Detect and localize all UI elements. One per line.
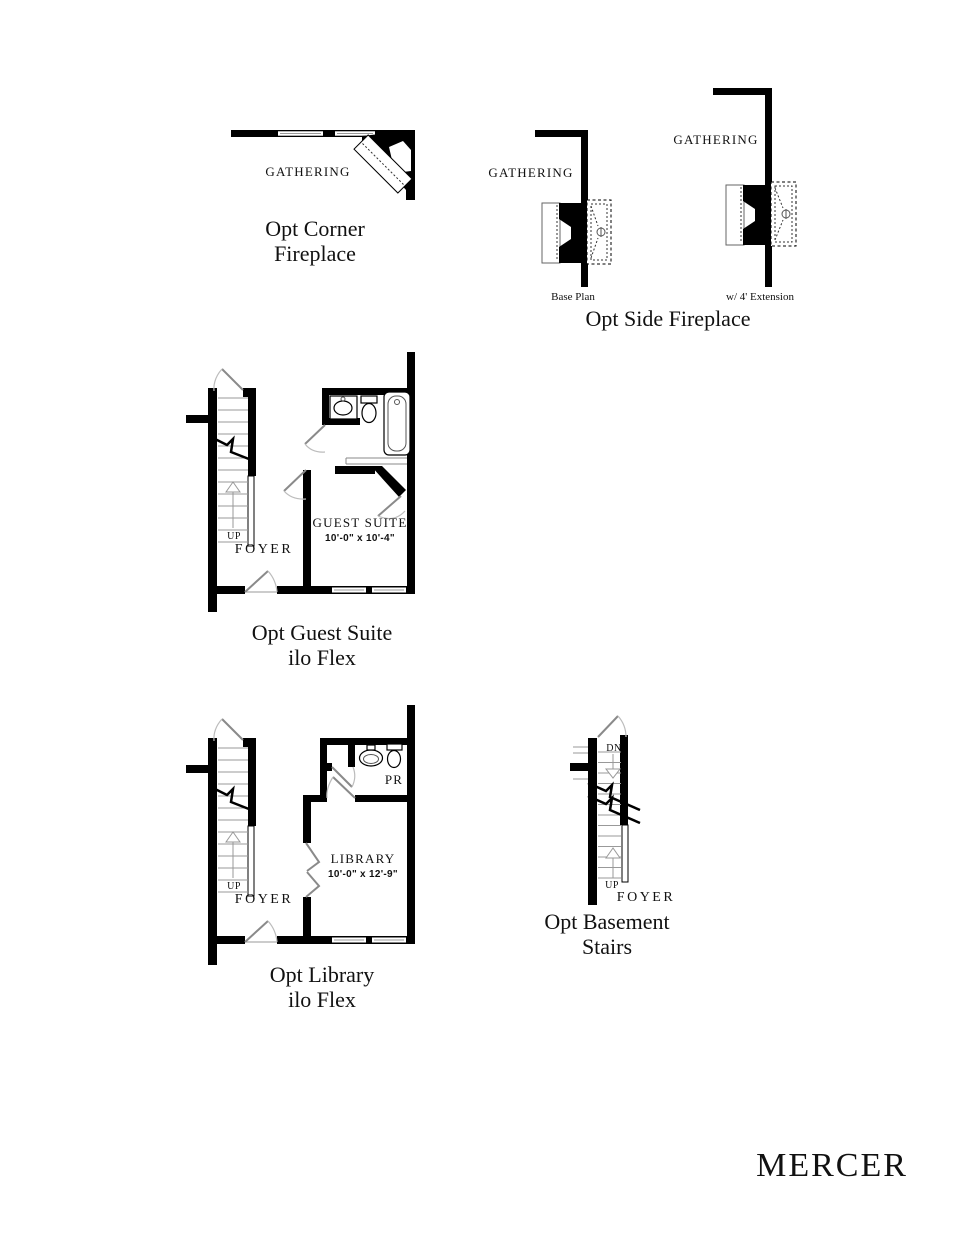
door [332,767,355,787]
stair-up-label: UP [227,531,241,542]
side-fireplace-extension-plan [586,88,796,331]
foyer-label: FOYER [234,892,294,907]
library-plan [186,705,415,1012]
door [214,369,243,391]
door [214,719,243,741]
toilet [361,396,377,423]
caption-library-1: Opt Library [269,962,375,987]
door [327,777,355,798]
room-label-gathering: GATHERING [488,165,574,180]
corner-fireplace-plan [231,130,415,266]
plan-title: MERCER [756,1147,908,1184]
variant-label-extension: w/ 4' Extension [726,291,794,303]
room-dims-library: 10'-0" x 12'-9" [328,869,398,880]
foyer-label: FOYER [234,542,294,557]
room-label-gathering: GATHERING [265,164,351,179]
angled-wall [371,466,406,497]
powder-room-label: PR [384,772,404,787]
sink [360,745,383,766]
firebox [743,185,772,245]
closet-shelves [346,458,407,464]
room-label-gathering: GATHERING [673,132,759,147]
door [245,571,277,592]
stair-direction-arrow [226,832,240,878]
caption-corner-fireplace-1: Opt Corner [265,216,365,241]
stair-direction-arrow-up [606,848,620,878]
bathtub [384,392,410,455]
variant-label-base-plan: Base Plan [551,291,595,303]
caption-guest-suite-2: ilo Flex [288,645,356,670]
caption-basement-2: Stairs [581,934,633,959]
room-label-guest-suite: GUEST SUITE [312,515,408,530]
guest-suite-plan [186,352,415,670]
stair-up-label: UP [605,880,619,891]
door [245,921,277,942]
foyer-label: FOYER [616,890,676,905]
door [305,425,325,452]
stair-up-label: UP [227,881,241,892]
stair-handrail [622,825,628,882]
caption-side-fireplace: Opt Side Fireplace [585,306,751,331]
room-label-library: LIBRARY [330,851,396,866]
caption-library-2: ilo Flex [288,987,356,1012]
wall-stubs [570,747,588,779]
caption-basement-1: Opt Basement [544,909,670,934]
stair-handrail [248,826,254,896]
room-dims-guest-suite: 10'-0" x 10'-4" [325,533,395,544]
double-door [306,843,319,897]
caption-corner-fireplace-2: Fireplace [274,241,356,266]
stair-handrail [248,476,254,546]
toilet [387,744,402,768]
stair-direction-arrow-down [606,754,620,778]
door [598,716,626,737]
basement-stairs-plan [544,716,675,959]
caption-guest-suite-1: Opt Guest Suite [251,620,393,645]
side-fireplace-base-plan [488,130,611,303]
sink [330,396,357,419]
firebox [559,203,588,263]
stair-direction-arrow [226,482,240,528]
door [284,470,306,499]
stair-dn-label: DN [606,743,622,754]
